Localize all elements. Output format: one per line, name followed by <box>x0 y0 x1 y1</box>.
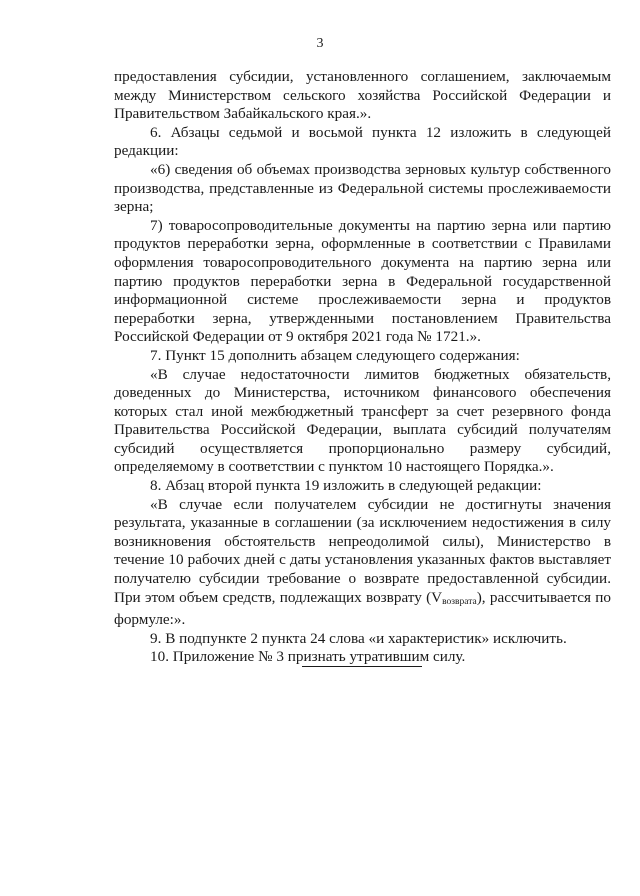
paragraph-quoted-item-8 <box>114 496 611 630</box>
paragraph-item-8: 8. Абзац второй пункта 19 изложить в следующей редакции: <box>150 477 542 495</box>
paragraph-item-10: 10. Приложение № 3 признать утратившим силу. <box>150 648 466 666</box>
paragraph-item-7: 7. Пункт 15 дополнить абзацем следующего содержания: <box>150 346 520 364</box>
document-body <box>114 68 611 667</box>
subscript-vozvrata: возврата <box>442 596 477 607</box>
paragraph-quoted-item-8-tail: ), рассчитывается по формуле:». <box>114 588 611 629</box>
end-of-document-rule <box>302 666 422 667</box>
paragraph-quoted-item-7: «В случае недостаточности лимитов бюджетных обязательств, доведенных до Министерства, источником финансового обеспечения которых стал иной межбюджетный трансферт за счет резервного фонда Правительства Российской Федерации, выплата субсидий получателям субсидий осуществляется пропорционально размеру субсидий, определяемому в соответствии с пунктом 10 настоящего Порядка.». <box>114 365 611 476</box>
paragraph-continuation: предоставления субсидии, установленного соглашением, заключаемым между Министерством сельского хозяйства Российской Федерации и Правительством Забайкальского края.». <box>114 68 611 123</box>
paragraph-quoted-7: 7) товаросопроводительные документы на партию зерна или партию продуктов переработки зерна, оформленные в соответствии с Правилами оформления товаросопроводительного документа на партию зерна или партию продуктов переработки зерна в Федеральной государственной информационной системе прослеживаемости зерна и продуктов переработки зерна, утвержденными постановлением Правительства Российской Федерации от 9 октября 2021 года № 1721.». <box>114 216 611 346</box>
paragraph-item-6: 6. Абзацы седьмой и восьмой пункта 12 изложить в следующей редакции: <box>114 123 611 160</box>
paragraph-quoted-item-8-text: «В случае если получателем субсидии не достигнуты значения результата, указанные в соглашении (за исключением недостижения в силу возникновения обстоятельств непреодолимой силы), Министерство в течение 10 рабочих дней с даты установления указанных фактов выставляет получателю субсидии требование о возврате предоставленной субсидии. При этом объем средств, подлежащих возврату (V <box>114 495 611 606</box>
page-number: 3 <box>316 36 324 51</box>
paragraph-quoted-6: «6) сведения об объемах производства зерновых культур собственного производства, представленные из Федеральной системы прослеживаемости зерна; <box>114 160 611 216</box>
paragraph-item-9: 9. В подпункте 2 пункта 24 слова «и характеристик» исключить. <box>150 629 567 647</box>
